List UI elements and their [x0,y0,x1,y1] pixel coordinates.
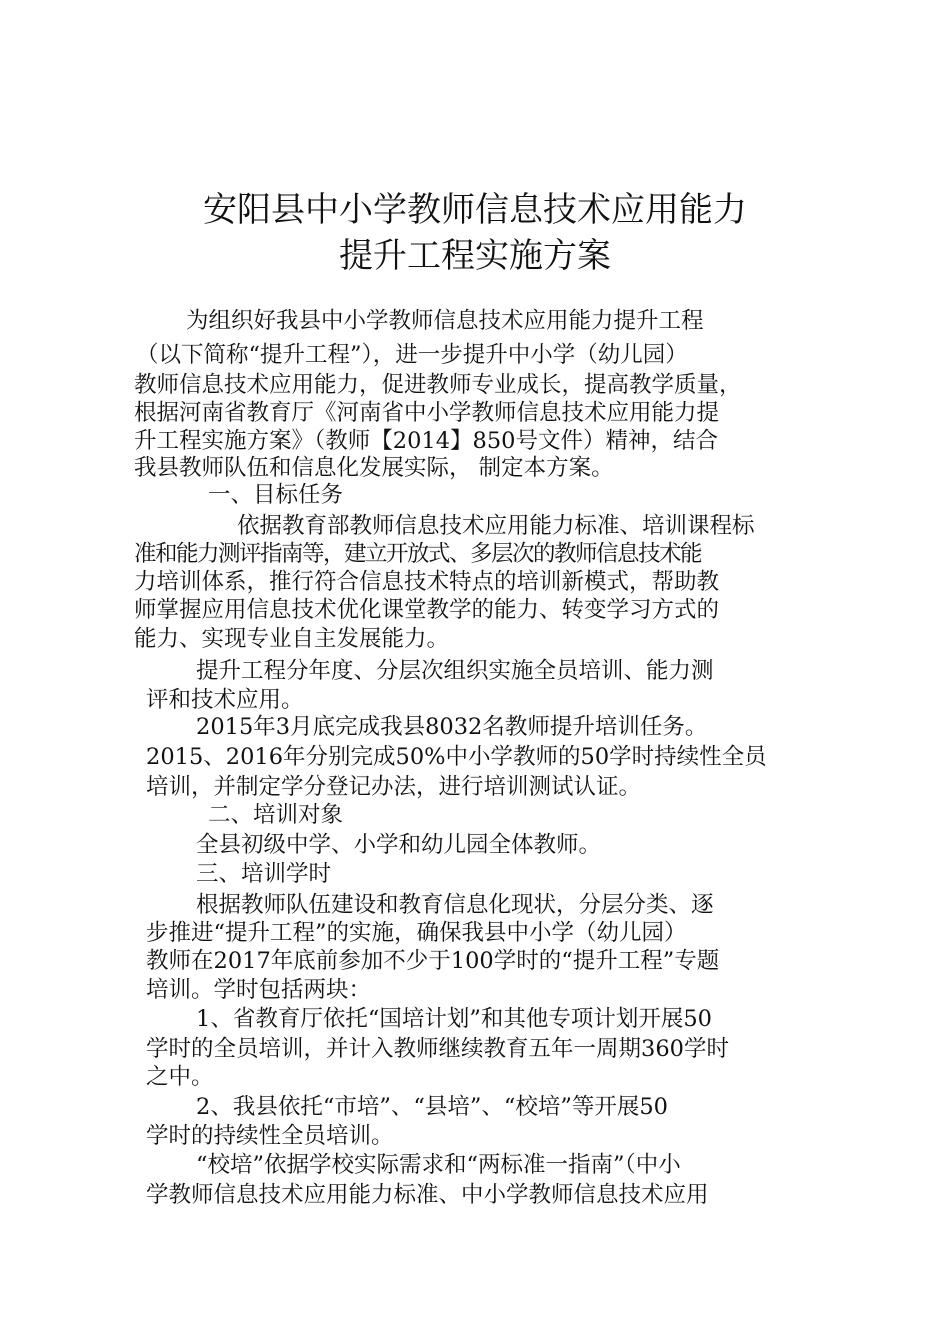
paragraph-goals-line: 准和能力测评指南等，建立开放式、多层次的教师信息技术能 [134,541,702,567]
paragraph-plan-line: 培训，并制定学分登记办法，进行培训测试认证。 [146,774,642,800]
paragraph-goals-line: 能力、实现专业自主发展能力。 [134,626,450,652]
section-heading: 一、目标任务 [208,482,344,508]
section-heading: 三、培训学时 [196,861,332,887]
paragraph-plan-line: 2015、2016年分别完成50%中小学教师的50学时持续性全员 [146,744,767,770]
paragraph-plan-line: 评和技术应用。 [146,687,304,713]
document-title-line-2: 提升工程实施方案 [339,236,611,276]
paragraph-hours-line: 步推进“提升工程”的实施，确保我县中小学（幼儿园） [146,920,687,946]
list-item-line: 之中。 [146,1064,214,1090]
paragraph-school-training-line: “校培”依据学校实际需求和“两标准一指南”（中小 [196,1152,681,1178]
paragraph-hours-line: 培训。学时包括两块： [146,977,372,1003]
list-item-line: 学时的持续性全员培训。 [146,1123,394,1149]
paragraph-intro-line: 教师信息技术应用能力，促进教师专业成长，提高教学质量， [134,372,742,398]
list-item-line: 2、我县依托“市培”、“县培”、“校培”等开展50 [196,1094,668,1120]
paragraph-hours-line: 教师在2017年底前参加不少于100学时的“提升工程”专题 [146,948,720,974]
paragraph-goals-line: 依据教育部教师信息技术应用能力标准、培训课程标 [237,513,755,539]
paragraph-intro-line: 升工程实施方案》（教师【2014】850号文件）精神，结合 [134,428,718,454]
paragraph-plan-line: 2015年3月底完成我县8032名教师提升培训任务。 [196,714,708,740]
paragraph-intro-line: 我县教师队伍和信息化发展实际， 制定本方案。 [134,455,614,481]
list-item-line: 1、省教育厅依托“国培计划”和其他专项计划开展50 [196,1006,712,1032]
paragraph-plan-line: 提升工程分年度、分层次组织实施全员培训、能力测 [196,658,714,684]
paragraph-school-training-line: 学教师信息技术应用能力标准、中小学教师信息技术应用 [146,1182,709,1208]
list-item-line: 学时的全员培训，并计入教师继续教育五年一周期360学时 [146,1036,729,1062]
paragraph-intro-line: 为组织好我县中小学教师信息技术应用能力提升工程 [186,308,704,334]
paragraph-hours-line: 根据教师队伍建设和教育信息化现状，分层分类、逐 [196,892,714,918]
paragraph-goals-line: 力培训体系，推行符合信息技术特点的培训新模式，帮助教 [134,569,720,595]
document-title-line-1: 安阳县中小学教师信息技术应用能力 [203,190,747,230]
paragraph-target-line: 全县初级中学、小学和幼儿园全体教师。 [196,832,602,858]
section-heading: 二、培训对象 [208,802,344,828]
paragraph-intro-line: 根据河南省教育厅《河南省中小学教师信息技术应用能力提 [134,400,720,426]
paragraph-goals-line: 师掌握应用信息技术优化课堂教学的能力、转变学习方式的 [134,597,720,623]
paragraph-intro-line: （以下简称“提升工程”），进一步提升中小学（幼儿园） [136,342,688,368]
